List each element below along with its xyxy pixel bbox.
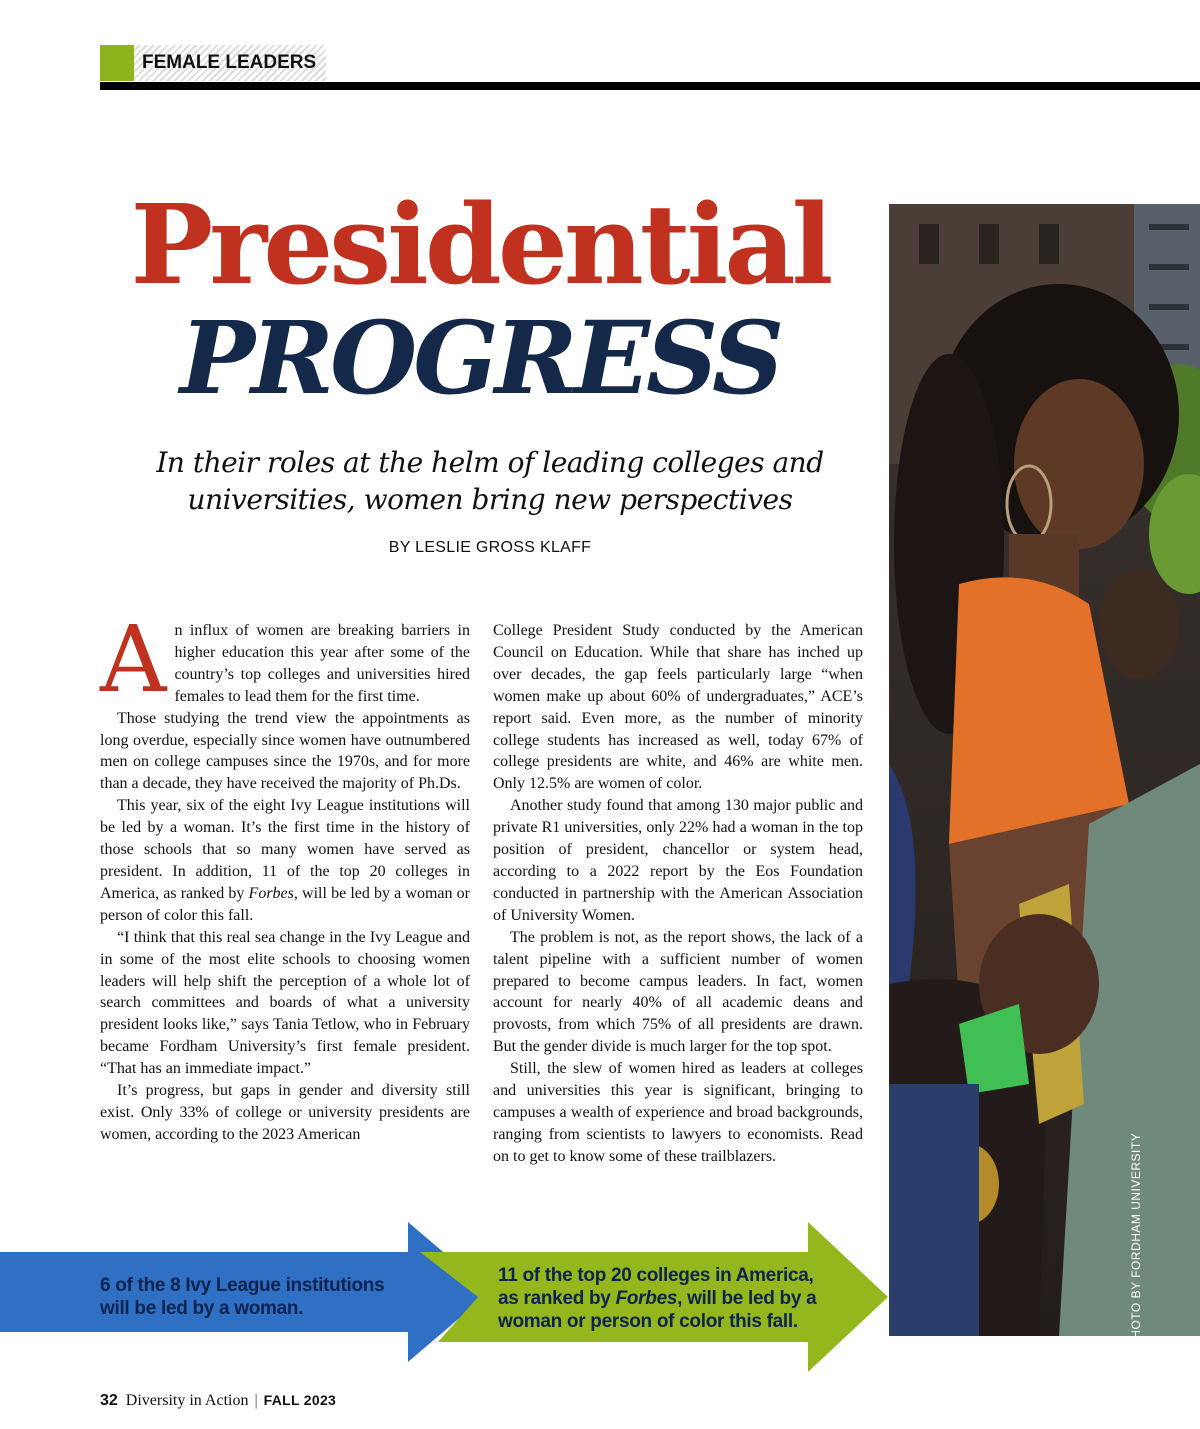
callout-green-text: 11 of the top 20 colleges in America, as ranked by Forbes, will be led by a woman or person of color this fall. [498, 1265, 817, 1332]
feature-photo-illustration [889, 204, 1200, 1336]
page-footer [100, 1392, 336, 1410]
headline [100, 180, 860, 417]
callout-blue-text: 6 of the 8 Ivy League institutions will be led by a woman. [100, 1275, 385, 1319]
article-paragraph: This year, six of the eight Ivy League institutions will be led by a woman. It’s the first time in the history of those schools that so many women have served as president. In addition, 11 of the top 20 colleges in America, as ranked by Forbes, will be led by a woman or person of color this fall. [100, 797, 470, 924]
publication-name: Diversity in Action [125, 1392, 249, 1409]
article-paragraph: An influx of women are breaking barriers in higher education this year after some of the country’s top colleges and universities hired females to lead them for the first time. [100, 606, 470, 713]
article-paragraph: College President Study conducted by the American Council on Education. While that share has inched up over decades, the gap feels particularly large “when women make up about 60% of undergraduates,” ACE’s report said. Even more, as the number of minority college students has increased as well, today 67% of college presidents are white, and 46% are white men. Only 12.5% are women of color. [493, 622, 863, 793]
section-label: FEMALE LEADERS [134, 45, 326, 81]
drop-cap: A [100, 606, 167, 713]
deck-line-2: universities, women bring new perspectives [187, 483, 793, 516]
article-paragraph: Those studying the trend view the appointments as long overdue, especially since women have outnumbered men on college campuses since the 1970s, and for more than a decade, they have received the majority of Ph.Ds. [100, 709, 470, 793]
deck-line-1: In their roles at the helm of leading colleges and [156, 446, 824, 479]
article-paragraph: Still, the slew of women hired as leaders at colleges and universities this year is significant, bringing to campuses a wealth of experience and broad backgrounds, ranging from scientists to lawyers to economists. Read on to get to know some of these trailblazers. [493, 1060, 863, 1165]
section-tag [100, 45, 326, 81]
article-paragraph: It’s progress, but gaps in gender and diversity still exist. Only 33% of college or university presidents are women, according to the 2023 American [100, 1082, 470, 1143]
issue-date: FALL 2023 [263, 1392, 337, 1408]
byline: BY LESLIE GROSS KLAFF [388, 539, 592, 556]
feature-photo [889, 204, 1200, 1336]
photo-credit: PHOTO BY FORDHAM UNIVERSITY [1129, 1132, 1143, 1348]
article-paragraph: Another study found that among 130 major public and private R1 universities, only 22% had a woman in the top position of president, chancellor or system head, according to a 2022 report by the Eos Foundation conducted in partnership with the American Association of University Women. [493, 797, 863, 924]
article-paragraph: The problem is not, as the report shows, the lack of a talent pipeline with a sufficient number of women prepared to become campus leaders. In fact, women account for nearly 40% of all academic deans and provosts, from which 75% of all presidents are drawn. But the gender divide is much larger for the top spot. [493, 928, 863, 1056]
deck [100, 444, 880, 518]
footer-separator: | [254, 1392, 258, 1409]
page-number: 32 [100, 1392, 118, 1409]
article-paragraph: “I think that this real sea change in the Ivy League and in some of the most elite schools to choosing women leaders will help shift the perception of a whole lot of search committees and boards of what a university president looks like,” says Tania Tetlow, who in February became Fordham University’s first female president. “That has an immediate impact.” [100, 928, 470, 1078]
article-column-2 [493, 620, 863, 1168]
section-tag-square [100, 45, 134, 81]
headline-line-1: Presidential [130, 180, 830, 309]
headline-line-2: PROGRESS [179, 299, 781, 417]
article-column-1 [100, 606, 470, 1146]
top-rule [100, 82, 1200, 90]
